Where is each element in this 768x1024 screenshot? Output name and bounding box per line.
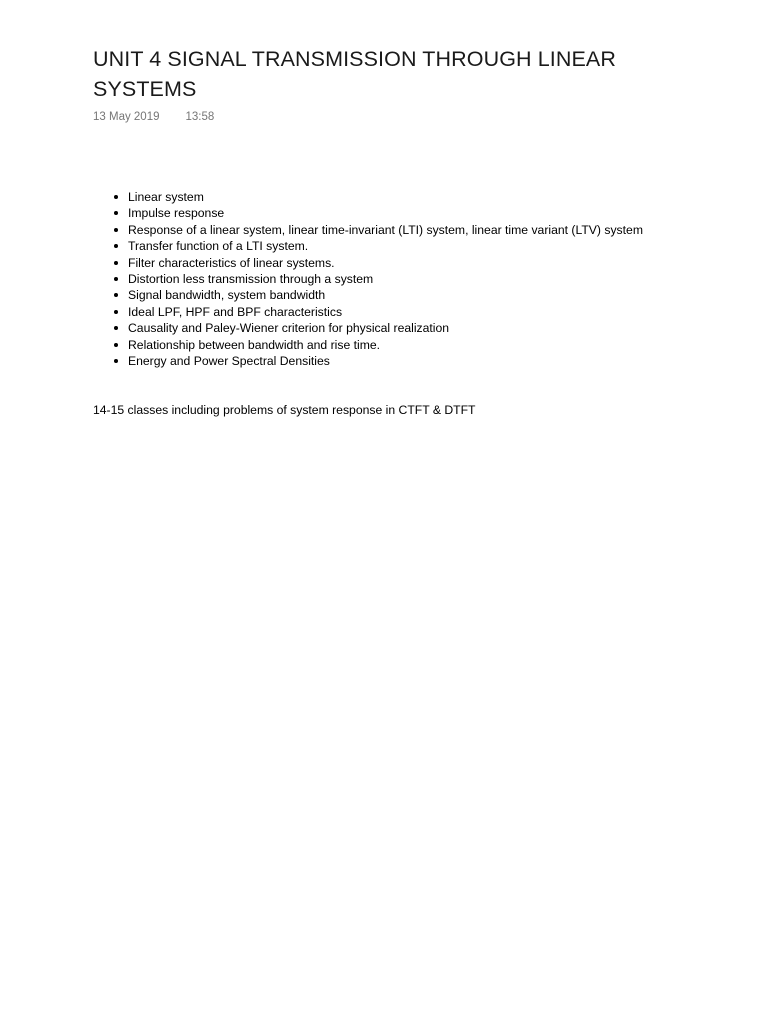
list-item-text: Causality and Paley-Wiener criterion for physical realization — [128, 321, 450, 336]
bullet-icon — [114, 277, 118, 281]
bullet-icon — [114, 261, 118, 265]
list-item-text: Filter characteristics of linear systems. — [128, 255, 335, 270]
list-item-text: Impulse response — [128, 206, 225, 221]
list-item — [128, 205, 713, 221]
list-item-text: Response of a linear system, linear time-invariant (LTI) system, linear time variant (LTV) system — [128, 222, 643, 237]
list-item — [128, 238, 713, 254]
list-item — [128, 353, 713, 369]
bullet-icon — [114, 326, 118, 330]
list-item — [128, 287, 713, 303]
list-item — [128, 255, 713, 271]
note-page — [93, 44, 713, 431]
page-time: 13:58 — [185, 111, 215, 123]
list-item — [128, 189, 713, 205]
topic-list — [93, 189, 713, 369]
list-item — [128, 320, 713, 336]
list-item — [128, 304, 713, 320]
bullet-icon — [114, 343, 118, 347]
bullet-icon — [114, 244, 118, 248]
list-item-text: Distortion less transmission through a system — [128, 272, 374, 287]
list-item — [128, 222, 713, 238]
bullet-icon — [114, 195, 118, 199]
list-item-text: Linear system — [128, 190, 204, 204]
list-item-text: Relationship between bandwidth and rise time. — [128, 337, 381, 352]
list-item — [128, 271, 713, 287]
list-item — [128, 337, 713, 353]
class-count-note: 14-15 classes including problems of system response in CTFT & DTFT — [93, 403, 476, 418]
bullet-icon — [114, 359, 118, 363]
list-item-text: Ideal LPF, HPF and BPF characteristics — [128, 304, 343, 319]
list-item-text: Signal bandwidth, system bandwidth — [128, 288, 326, 303]
page-title: UNIT 4 SIGNAL TRANSMISSION THROUGH LINEAR SYSTEMS — [93, 47, 616, 101]
bullet-icon — [114, 211, 118, 215]
bullet-icon — [114, 293, 118, 297]
list-item-text: Transfer function of a LTI system. — [128, 239, 309, 254]
page-meta — [93, 109, 713, 125]
list-item-text: Energy and Power Spectral Densities — [128, 354, 330, 369]
bullet-icon — [114, 228, 118, 232]
page-date: 13 May 2019 — [93, 111, 160, 123]
bullet-icon — [114, 310, 118, 314]
